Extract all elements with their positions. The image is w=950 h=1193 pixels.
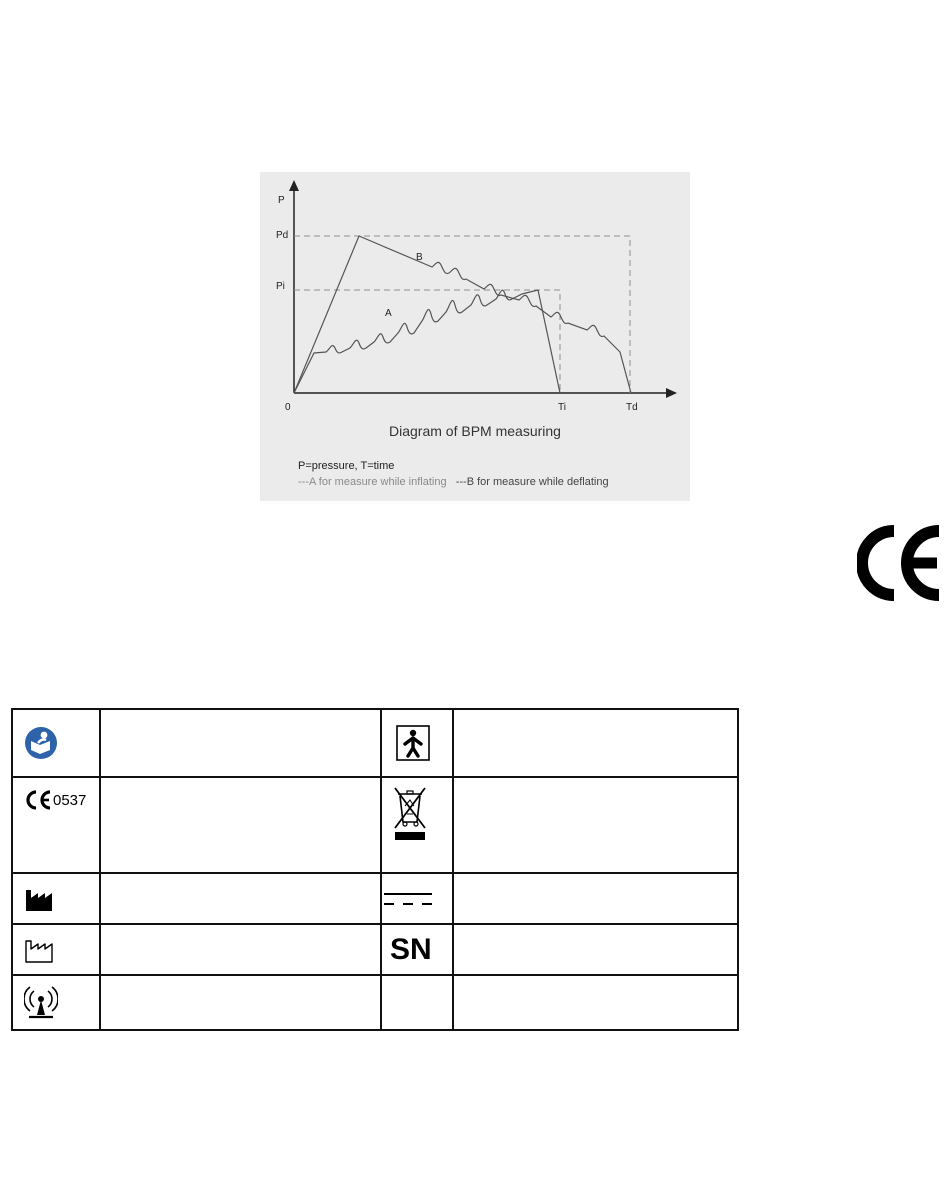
- diagram-title: Diagram of BPM measuring: [389, 423, 561, 439]
- symbol-cell: [381, 975, 453, 1030]
- table-row: [12, 709, 738, 777]
- notified-body-number: 0537: [53, 791, 87, 809]
- y-tick-pd: Pd: [276, 230, 289, 241]
- legend-curve-a: ---A for measure while inflating: [298, 476, 447, 488]
- symbol-cell: [381, 924, 453, 975]
- legend-definitions: P=pressure, T=time: [298, 460, 395, 472]
- symbol-cell: [381, 873, 453, 924]
- direct-current-icon: [382, 890, 452, 908]
- description-cell: [453, 975, 738, 1030]
- ce-marking-icon: [857, 525, 943, 606]
- description-cell: [453, 709, 738, 777]
- bpm-diagram: [260, 172, 690, 501]
- table-row: [12, 777, 738, 873]
- weee-crossed-bin-icon: [392, 786, 452, 844]
- description-cell: [100, 709, 381, 777]
- curve-b: [294, 236, 631, 393]
- table-row: [12, 975, 738, 1030]
- table-row: [12, 873, 738, 924]
- date-of-manufacture-icon: [25, 937, 99, 963]
- legend-curve-b: ---B for measure while deflating: [455, 476, 609, 488]
- x-tick-0: 0: [285, 402, 291, 413]
- description-cell: [453, 924, 738, 975]
- pd-reference-line: [294, 236, 630, 393]
- curve-a: [294, 290, 560, 393]
- x-tick-ti: Ti: [558, 402, 566, 413]
- symbol-cell: [12, 709, 100, 777]
- read-instructions-icon: [24, 726, 99, 760]
- symbol-cell: [12, 777, 100, 873]
- y-tick-pi: Pi: [276, 281, 285, 292]
- description-cell: [453, 873, 738, 924]
- ce-0537-icon: [25, 790, 99, 810]
- description-cell: [100, 873, 381, 924]
- y-axis-arrow: [289, 180, 299, 191]
- description-cell: [100, 975, 381, 1030]
- x-axis-arrow: [666, 388, 677, 398]
- serial-number-icon: [390, 933, 452, 967]
- non-ionizing-radiation-icon: [24, 985, 99, 1021]
- table-row: [12, 924, 738, 975]
- symbol-cell: [12, 873, 100, 924]
- symbol-cell: [381, 777, 453, 873]
- curve-a-label: A: [385, 308, 392, 319]
- y-axis-label: P: [278, 195, 285, 206]
- legend-curves: [298, 476, 609, 488]
- x-tick-td: Td: [626, 402, 638, 413]
- symbol-cell: [12, 975, 100, 1030]
- bpm-diagram-plot: [260, 172, 690, 501]
- description-cell: [100, 777, 381, 873]
- symbol-cell: [12, 924, 100, 975]
- description-cell: [453, 777, 738, 873]
- manufacturer-icon: [25, 886, 99, 912]
- curve-b-label: B: [416, 252, 423, 263]
- symbol-table: [11, 708, 739, 1031]
- description-cell: [100, 924, 381, 975]
- type-bf-applied-part-icon: [396, 725, 452, 761]
- symbol-cell: [381, 709, 453, 777]
- serial-number-label: SN: [390, 932, 432, 966]
- pi-reference-line: [294, 290, 560, 393]
